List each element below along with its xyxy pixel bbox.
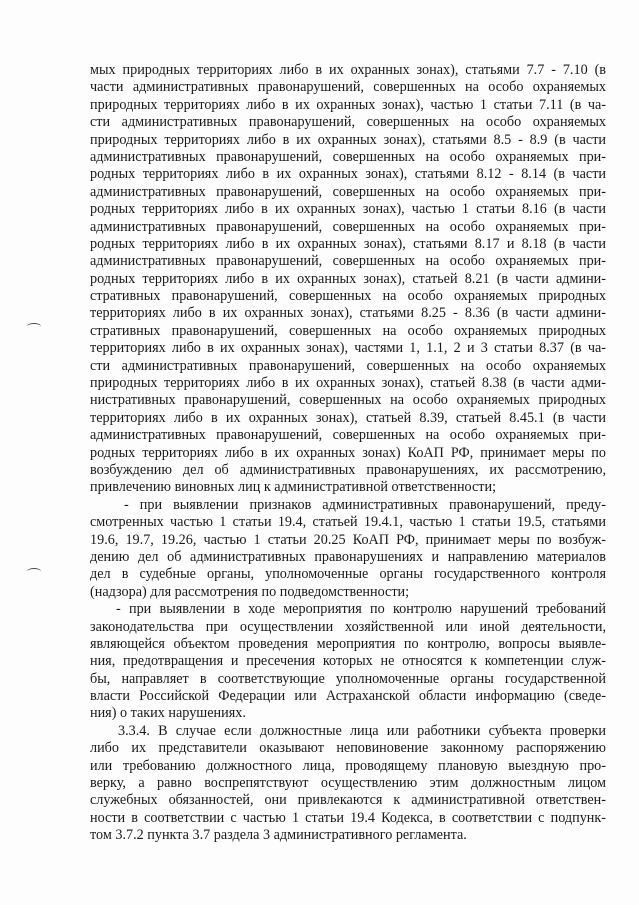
- text-line: дел в судебные органы, уполномоченные органы государственного контроля: [90, 566, 606, 583]
- text-line: природных территориях либо в их охранных зонах), частью 1 статьи 7.11 (в ча-: [90, 96, 606, 113]
- document-body: [90, 62, 606, 845]
- text-line: административных правонарушений, совершенных на особо охраняемых при-: [90, 427, 606, 444]
- text-line: части административных правонарушений, совершенных на особо охраняемых: [90, 79, 606, 96]
- text-line: родных территориях либо в их охранных зонах), статьей 8.21 (в части админи-: [90, 270, 606, 287]
- text-line: том 3.7.2 пункта 3.7 раздела 3 административного регламента.: [90, 827, 467, 844]
- text-line: власти Российской Федерации или Астраханской области информацию (сведе-: [90, 688, 606, 705]
- text-line: ния, предотвращения и пресечения которых не относятся к компетенции служ-: [90, 653, 606, 670]
- text-line: ности в соответствии с частью 1 статьи 19.4 Кодекса, в соответствии с подпунк-: [90, 809, 606, 826]
- text-line: верку, а равно воспрепятствуют осуществлению этим должностным лицом: [90, 775, 606, 792]
- text-line: 3.3.4. В случае если должностные лица или работники субъекта проверки: [118, 722, 606, 739]
- text-line: либо их представители оказывают неповиновение законному распоряжению: [90, 740, 606, 757]
- text-line: - при выявлении признаков административных правонарушений, преду-: [124, 496, 606, 513]
- text-line: возбуждению дел об административных правонарушениях, их рассмотрению,: [90, 461, 606, 478]
- text-line: стративных правонарушений, совершенных на особо охраняемых природных: [90, 322, 606, 339]
- text-line: административных правонарушений, совершенных на особо охраняемых при-: [90, 253, 606, 270]
- text-line: родных территориях либо в их охранных зонах) КоАП РФ, принимает меры по: [90, 444, 606, 461]
- text-line: служебных обязанностей, они привлекаются к административной ответствен-: [90, 792, 606, 809]
- margin-mark: [27, 323, 41, 330]
- text-line: стративных правонарушений, совершенных на особо охраняемых природных: [90, 288, 606, 305]
- text-line: сти административных правонарушений, совершенных на особо охраняемых: [90, 114, 606, 131]
- text-line: территориях либо в их охранных зонах), частями 1, 1.1, 2 и 3 статьи 8.37 (в ча-: [90, 340, 606, 357]
- text-line: административных правонарушений, совершенных на особо охраняемых при-: [90, 183, 606, 200]
- text-line: природных территориях либо в их охранных зонах), статьями 8.5 - 8.9 (в части: [90, 131, 606, 148]
- text-line: территориях либо в их охранных зонах), статьей 8.39, статьей 8.45.1 (в части: [90, 409, 606, 426]
- text-line: дению дел об административных правонарушениях и направлению материалов: [90, 548, 606, 565]
- text-line: территориях либо в их охранных зонах), статьями 8.25 - 8.36 (в части админи-: [90, 305, 606, 322]
- text-line: привлечению виновных лиц к административной ответственности;: [90, 479, 497, 496]
- text-line: 19.6, 19.7, 19.26, частью 1 статьи 20.25 КоАП РФ, принимает меры по возбуж-: [90, 531, 606, 548]
- text-line: административных правонарушений, совершенных на особо охраняемых при-: [90, 148, 606, 165]
- text-line: сти административных правонарушений, совершенных на особо охраняемых: [90, 357, 606, 374]
- text-line: родных территориях либо в их охранных зонах), частью 1 статьи 8.16 (в части: [90, 201, 606, 218]
- text-line: природных территориях либо в их охранных зонах), статьей 8.38 (в части адми-: [90, 375, 606, 392]
- text-line: ния) о таких нарушениях.: [90, 705, 246, 722]
- text-line: или требованию должностного лица, проводящему плановую выездную про-: [90, 757, 606, 774]
- text-line: родных территориях либо в их охранных зонах), статьями 8.12 - 8.14 (в части: [90, 166, 606, 183]
- text-line: мых природных территориях либо в их охранных зонах), статьями 7.7 - 7.10 (в: [90, 62, 606, 78]
- text-line: родных территориях либо в их охранных зонах), статьями 8.17 и 8.18 (в части: [90, 235, 606, 252]
- text-line: нистративных правонарушений, совершенных на особо охраняемых природных: [90, 392, 606, 409]
- text-line: - при выявлении в ходе мероприятия по контролю нарушений требований: [116, 601, 606, 618]
- margin-mark: [27, 568, 41, 575]
- text-line: являющейся объектом проведения мероприятия по контролю, вопросы выявле-: [90, 635, 606, 652]
- text-line: смотренных частью 1 статьи 19.4, статьей 19.4.1, частью 1 статьи 19.5, статьями: [90, 514, 606, 531]
- text-line: законодательства при осуществлении хозяйственной или иной деятельности,: [90, 618, 606, 635]
- text-line: административных правонарушений, совершенных на особо охраняемых при-: [90, 218, 606, 235]
- text-line: бы, направляет в соответствующие уполномоченные органы государственной: [90, 670, 606, 687]
- text-line: (надзора) для рассмотрения по подведомственности;: [90, 583, 410, 600]
